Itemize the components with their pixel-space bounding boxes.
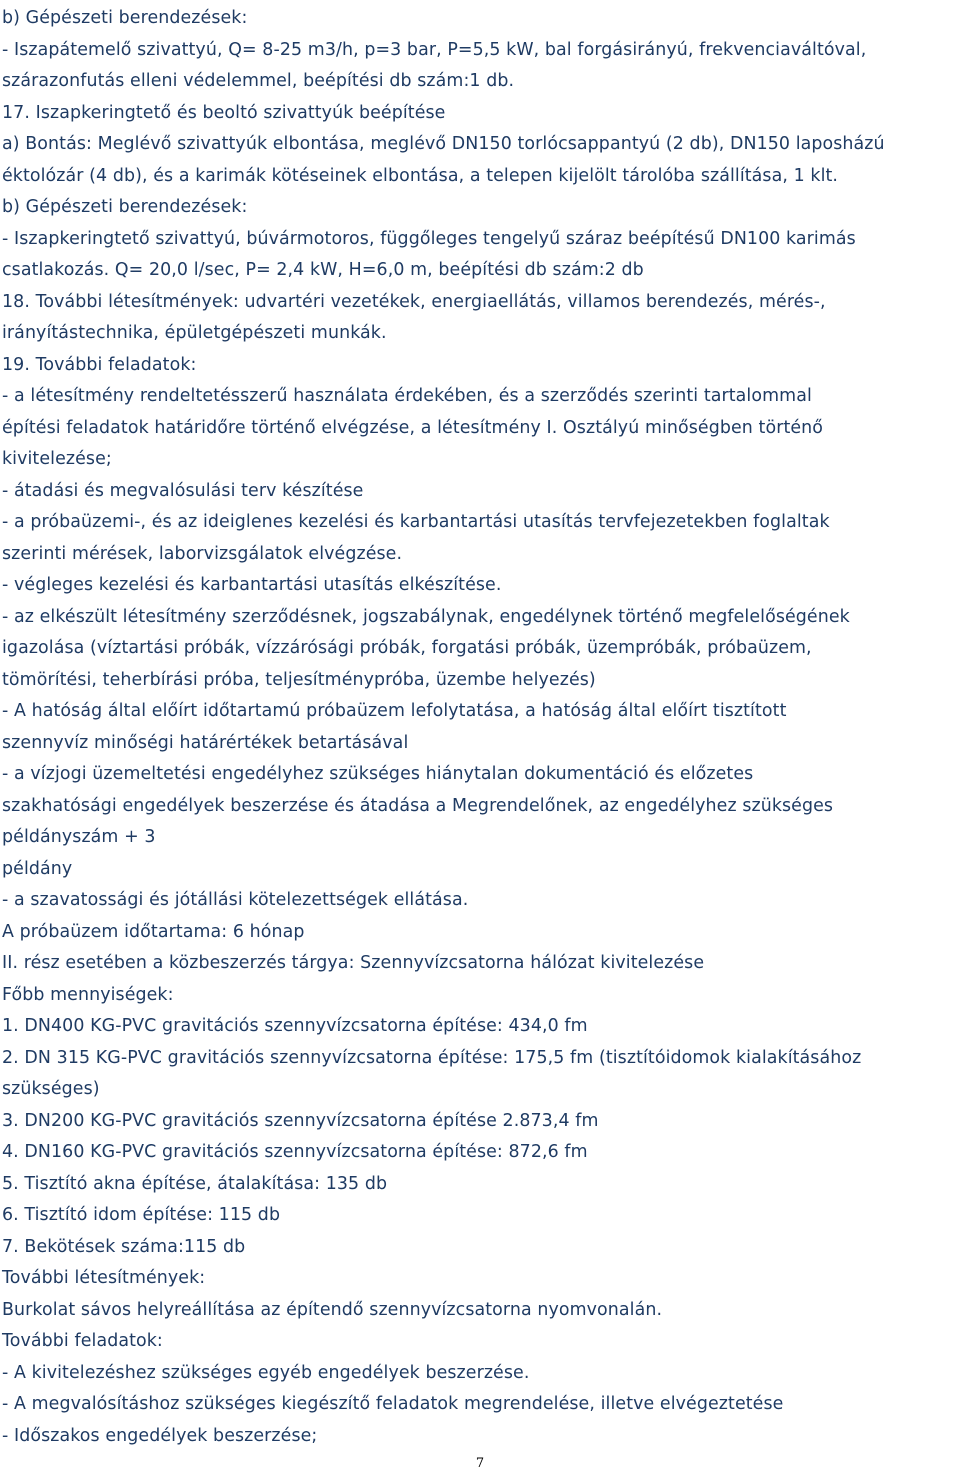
text-line: példány — [2, 858, 73, 879]
text-line: szennyvíz minőségi határértékek betartásával — [2, 732, 409, 753]
text-line: - végleges kezelési és karbantartási utasítás elkészítése. — [2, 575, 502, 595]
text-line: - Időszakos engedélyek beszerzése; — [2, 1425, 318, 1446]
quantity-item: 2. DN 315 KG-PVC gravitációs szennyvízcsatorna építése: 175,5 fm (tisztítóidomok kialakításához — [2, 1047, 862, 1068]
text-line: szakhatósági engedélyek beszerzése és átadása a Megrendelőnek, az engedélyhez szükséges — [2, 795, 834, 816]
text-line: A próbaüzem időtartama: 6 hónap — [2, 921, 305, 942]
text-line: a) Bontás: Meglévő szivattyúk elbontása, meglévő DN150 torlócsappantyú (2 db), DN150 laposházú — [2, 134, 885, 154]
quantity-item: 7. Bekötések száma:115 db — [2, 1236, 246, 1257]
text-line: - átadási és megvalósulási terv készítése — [2, 480, 364, 501]
text-line: irányítástechnika, épületgépészeti munkák. — [2, 323, 387, 343]
text-line: igazolása (víztartási próbák, vízzárósági próbák, forgatási próbák, üzempróbák, próbaüzem, — [2, 638, 812, 658]
text-line: További feladatok: — [2, 1331, 163, 1351]
text-line: Burkolat sávos helyreállítása az építendő szennyvízcsatorna nyomvonalán. — [2, 1299, 663, 1320]
text-line: - a vízjogi üzemeltetési engedélyhez szükséges hiánytalan dokumentáció és előzetes — [2, 764, 754, 784]
text-line: - Iszapátemelő szivattyú, Q= 8-25 m3/h, p=3 bar, P=5,5 kW, bal forgásirányú, frekvenciaváltóval, — [2, 39, 867, 60]
text-line: - Iszapkeringtető szivattyú, búvármotoros, függőleges tengelyű száraz beépítésű DN100 karimás — [2, 228, 856, 249]
text-line: Főbb mennyiségek: — [2, 984, 174, 1005]
text-line: - A megvalósításhoz szükséges kiegészítő feladatok megrendelése, illetve elvégeztetése — [2, 1394, 784, 1414]
text-line: - A hatóság által előírt időtartamú próbaüzem lefolytatása, a hatóság által előírt tisztított — [2, 701, 787, 721]
text-line: tömörítési, teherbírási próba, teljesítménypróba, üzembe helyezés) — [2, 669, 596, 690]
text-line: - a szavatossági és jótállási kötelezettségek ellátása. — [2, 890, 469, 910]
text-line: - az elkészült létesítmény szerződésnek, jogszabálynak, engedélynek történő megfelelőségének — [2, 606, 850, 627]
text-line: 18. További létesítmények: udvartéri vezetékek, energiaellátás, villamos berendezés, mérés-, — [2, 291, 826, 312]
quantity-item: szükséges) — [2, 1079, 100, 1099]
quantity-item: 4. DN160 KG-PVC gravitációs szennyvízcsatorna építése: 872,6 fm — [2, 1142, 588, 1162]
text-line: - a próbaüzemi-, és az ideiglenes kezelési és karbantartási utasítás tervfejezetekben foglaltak — [2, 512, 830, 532]
text-line: További létesítmények: — [2, 1268, 206, 1288]
quantity-item: 3. DN200 KG-PVC gravitációs szennyvízcsatorna építése 2.873,4 fm — [2, 1110, 599, 1131]
text-line: építési feladatok határidőre történő elvégzése, a létesítmény I. Osztályú minőségben történő — [2, 417, 824, 438]
text-line: csatlakozás. Q= 20,0 l/sec, P= 2,4 kW, H=6,0 m, beépítési db szám:2 db — [2, 260, 644, 280]
text-line: - a létesítmény rendeltetésszerű használata érdekében, és a szerződés szerinti tartalommal — [2, 386, 812, 406]
text-line: b) Gépészeti berendezések: — [2, 8, 248, 28]
quantity-item: 1. DN400 KG-PVC gravitációs szennyvízcsatorna építése: 434,0 fm — [2, 1016, 588, 1036]
document-body — [2, 3, 952, 1452]
section-heading: II. rész esetében a közbeszerzés tárgya: Szennyvízcsatorna hálózat kivitelezése — [2, 953, 705, 973]
text-line: kivitelezése; — [2, 449, 112, 469]
page-number: 7 — [475, 1456, 485, 1471]
quantity-item: 5. Tisztító akna építése, átalakítása: 135 db — [2, 1173, 388, 1194]
text-line: példányszám + 3 — [2, 827, 156, 847]
quantity-item: 6. Tisztító idom építése: 115 db — [2, 1205, 281, 1225]
text-line: szerinti mérések, laborvizsgálatok elvégzése. — [2, 543, 403, 564]
text-line: b) Gépészeti berendezések: — [2, 197, 248, 217]
text-line: éktolózár (4 db), és a karimák kötéseinek elbontása, a telepen kijelölt tárolóba szállítása, 1 klt. — [2, 165, 839, 186]
text-line: 19. További feladatok: — [2, 354, 197, 375]
text-line: 17. Iszapkeringtető és beoltó szivattyúk beépítése — [2, 102, 446, 123]
text-line: szárazonfutás elleni védelemmel, beépítési db szám:1 db. — [2, 71, 515, 91]
text-line: - A kivitelezéshez szükséges egyéb engedélyek beszerzése. — [2, 1362, 530, 1383]
